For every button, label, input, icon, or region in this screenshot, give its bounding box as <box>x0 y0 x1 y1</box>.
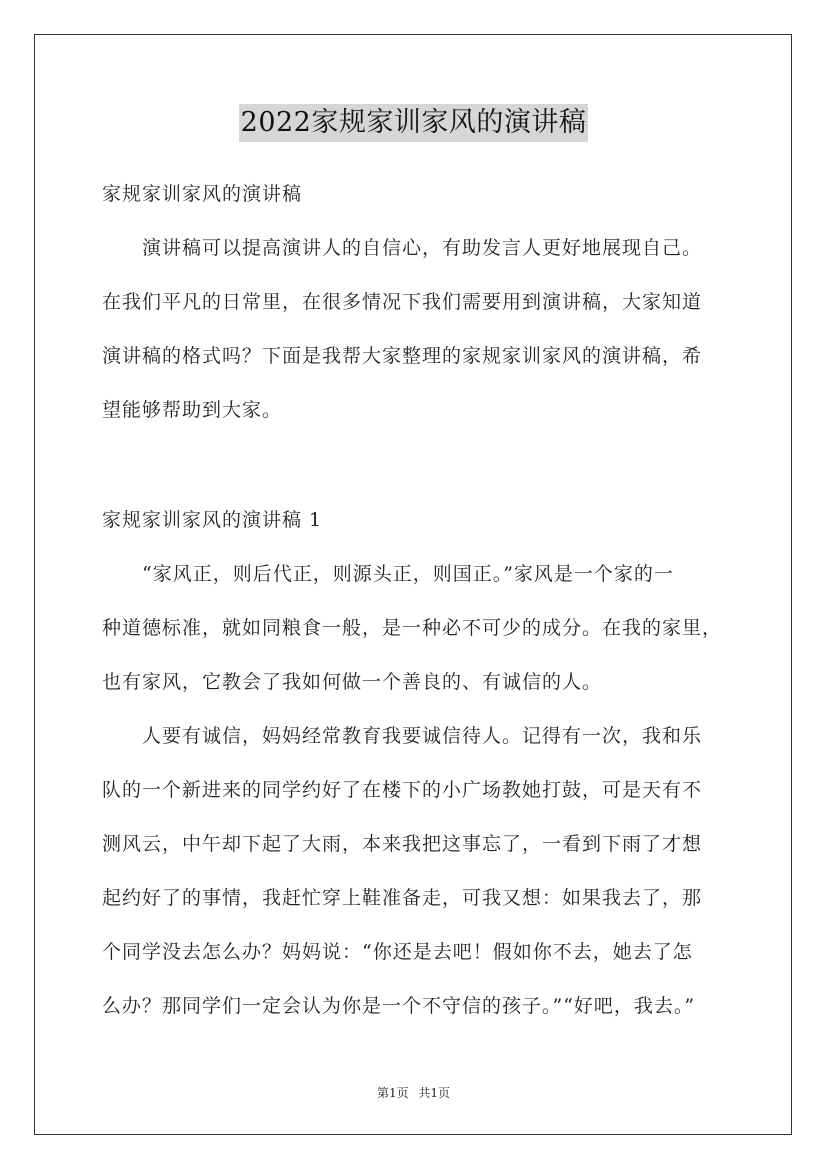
body-line: 队的一个新进来的同学约好了在楼下的小广场教她打鼓，可是天有不 <box>102 779 703 801</box>
body-line: 人要有诚信，妈妈经常教育我要诚信待人。记得有一次，我和乐 <box>142 725 703 747</box>
body-line: 起约好了的事情，我赶忙穿上鞋准备走，可我又想：如果我去了，那 <box>102 887 703 909</box>
body-line: 么办？那同学们一定会认为你是一个不守信的孩子。”“好吧，我去。” <box>102 995 696 1017</box>
title-container <box>0 104 827 142</box>
body-line: “家风正，则后代正，则源头正，则国正。”家风是一个家的一 <box>142 563 674 585</box>
page-footer <box>0 1084 827 1101</box>
document-subtitle: 家规家训家风的演讲稿 <box>102 183 303 205</box>
intro-line: 演讲稿的格式吗？下面是我帮大家整理的家规家训家风的演讲稿，希 <box>102 345 703 367</box>
intro-line: 在我们平凡的日常里，在很多情况下我们需要用到演讲稿，大家知道 <box>102 291 703 313</box>
body-line: 个同学没去怎么办？妈妈说：“你还是去吧！假如你不去，她去了怎 <box>102 941 693 963</box>
body-line: 也有家风，它教会了我如何做一个善良的、有诚信的人。 <box>102 671 603 693</box>
body-line: 测风云，中午却下起了大雨，本来我把这事忘了，一看到下雨了才想 <box>102 833 703 855</box>
section-heading: 家规家训家风的演讲稿 1 <box>102 509 323 531</box>
intro-line: 望能够帮助到大家。 <box>102 399 283 421</box>
page-total: 共1页 <box>418 1086 451 1100</box>
body-line: 种道德标准，就如同粮食一般，是一种必不可少的成分。在我的家里， <box>102 617 723 639</box>
document-title: 2022家规家训家风的演讲稿 <box>239 104 589 142</box>
intro-line: 演讲稿可以提高演讲人的自信心，有助发言人更好地展现自己。 <box>142 237 703 259</box>
page-number: 第1页 <box>376 1086 409 1100</box>
